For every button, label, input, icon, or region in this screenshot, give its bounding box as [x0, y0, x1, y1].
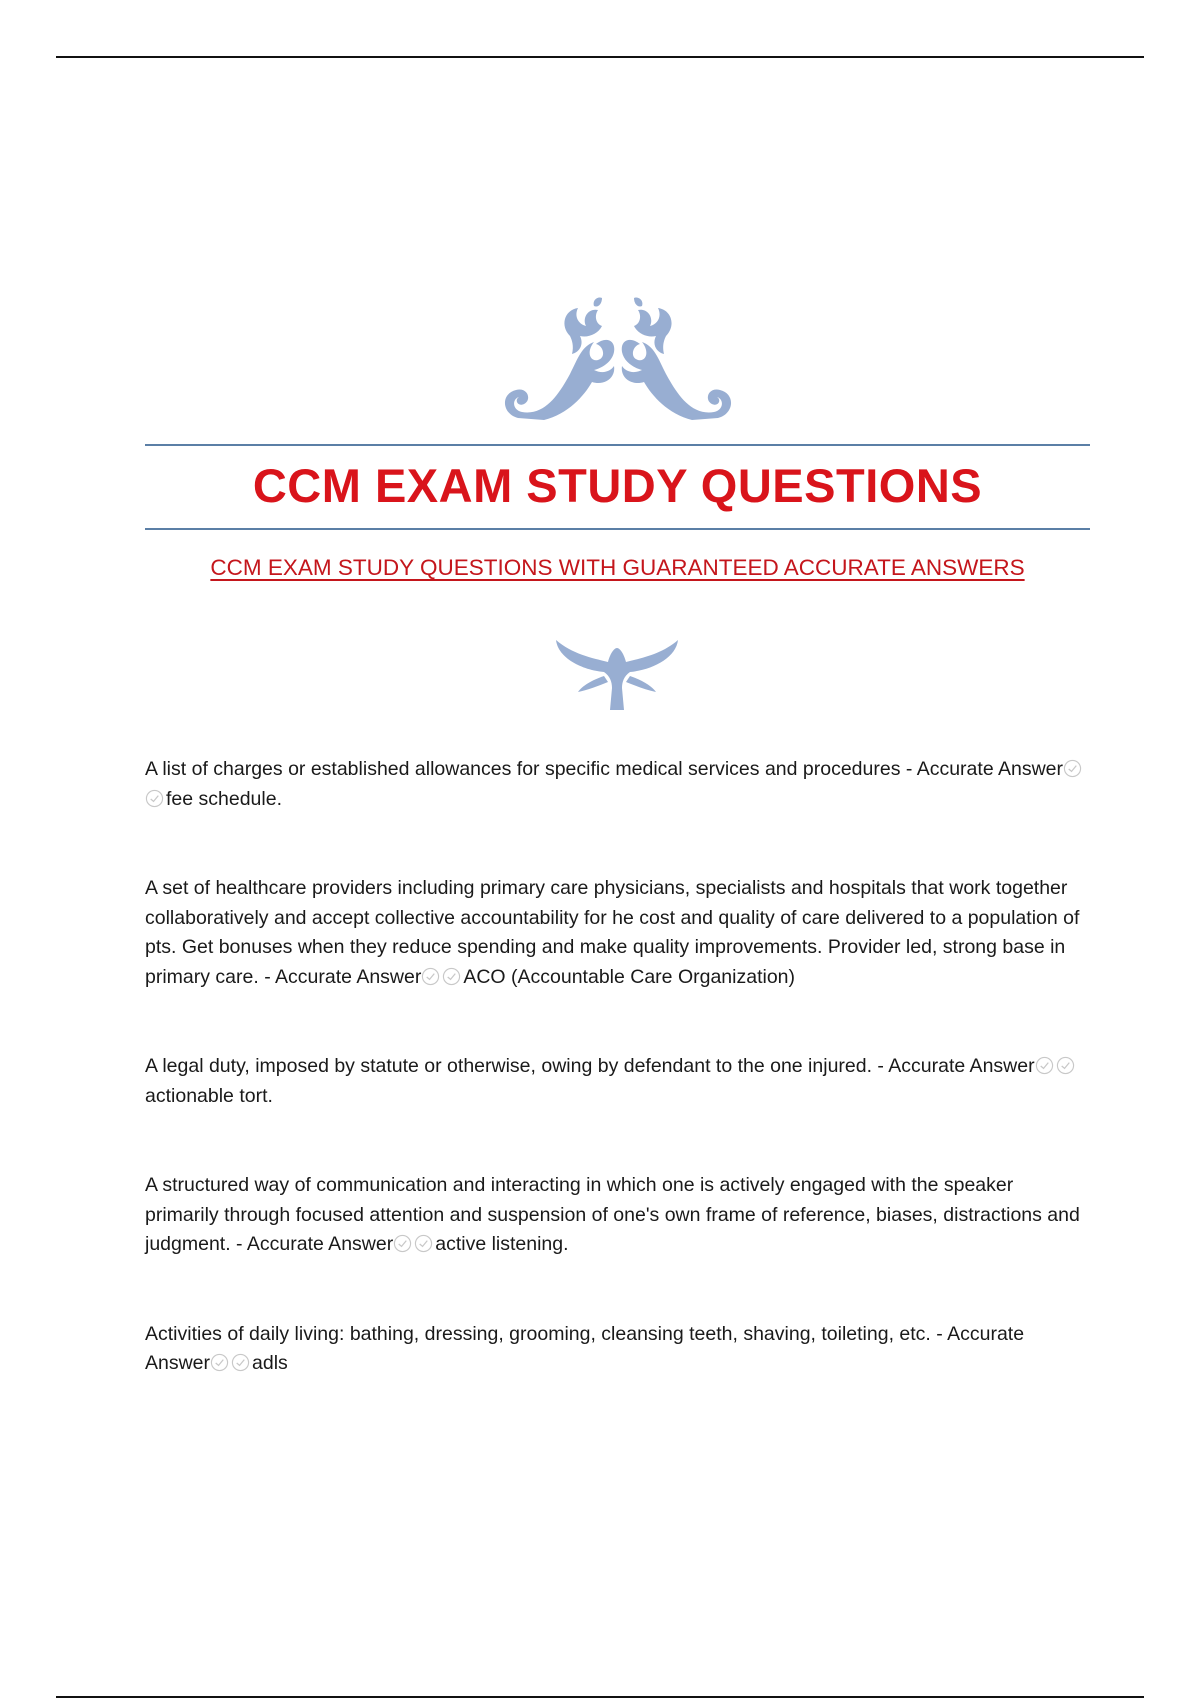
check-circle-icon: [210, 1353, 229, 1372]
question-text: A legal duty, imposed by statute or otherwise, owing by defendant to the one injured. - Accurate Answer: [145, 1055, 1035, 1077]
title-rule-bottom: [145, 528, 1090, 530]
answer-text: adls: [252, 1352, 288, 1374]
answer-text: fee schedule.: [166, 787, 283, 810]
check-circle-icon: [1063, 759, 1082, 778]
fleuron-ornament-icon: [552, 632, 682, 712]
check-circle-icon: [393, 1234, 412, 1253]
page-title: CCM EXAM STUDY QUESTIONS: [252, 459, 983, 512]
answer-text: active listening.: [435, 1233, 569, 1255]
check-circle-icon: [231, 1353, 250, 1372]
page-top-rule: [56, 56, 1144, 58]
answer-text: ACO (Accountable Care Organization): [463, 965, 795, 988]
check-circle-icon: [145, 789, 164, 808]
question-text: Activities of daily living: bathing, dressing, grooming, cleansing teeth, shaving, toileting, etc. - Accurate Answer: [145, 1322, 1025, 1374]
check-circle-icon: [442, 967, 461, 986]
check-circle-icon: [414, 1234, 433, 1253]
question-text: A structured way of communication and interacting in which one is actively engaged with the speaker primarily through focused attention and suspension of one's own frame of reference, biases, distractions and judgment. - Accurate Answer: [145, 1174, 1080, 1255]
qa-item: [145, 755, 1090, 814]
check-circle-icon: [421, 967, 440, 986]
floral-ornament-icon: [498, 296, 738, 426]
question-text: A set of healthcare providers including primary care physicians, specialists and hospitals that work together collaboratively and accept collective accountability for he cost and quality of care delivered to a population of pts. Get bonuses when they reduce spending and make quality improvements. Provider led, strong base in primary care. - Accurate Answer: [145, 877, 1080, 988]
page-subtitle: CCM EXAM STUDY QUESTIONS WITH GUARANTEED ACCURATE ANSWERS: [210, 555, 1025, 580]
qa-item: [145, 1320, 1090, 1379]
page-bottom-rule: [56, 1696, 1144, 1698]
qa-item: [145, 1052, 1090, 1111]
qa-list: [145, 755, 1090, 1439]
qa-item: [145, 1171, 1090, 1260]
qa-item: [145, 874, 1090, 992]
check-circle-icon: [1035, 1056, 1054, 1075]
answer-text: actionable tort.: [145, 1084, 273, 1107]
question-text: A list of charges or established allowances for specific medical services and procedures - Accurate Answer: [145, 758, 1064, 780]
check-circle-icon: [1056, 1056, 1075, 1075]
title-rule-top: [145, 444, 1090, 446]
